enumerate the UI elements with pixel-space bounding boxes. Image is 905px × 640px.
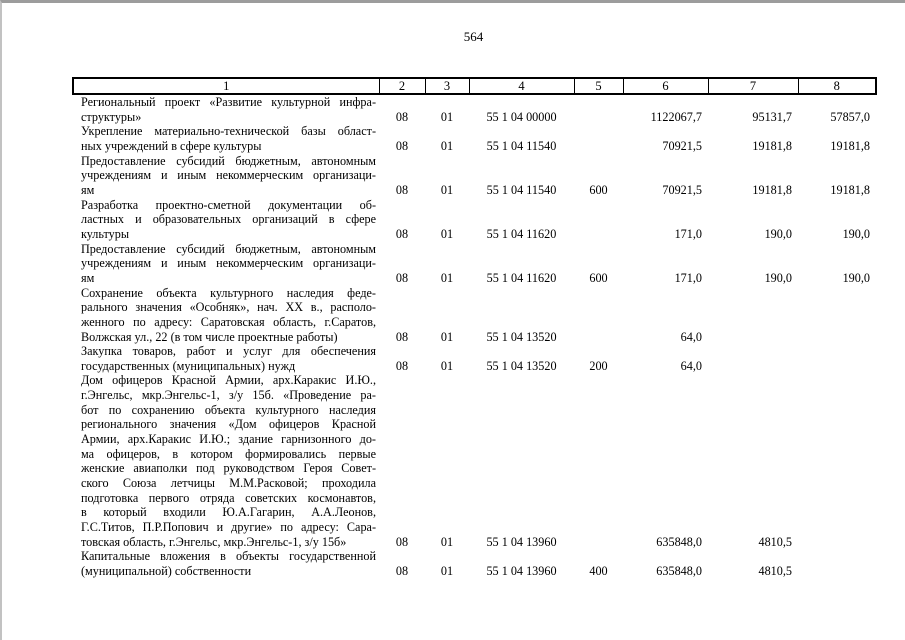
cell-c6: 635848,0 (656, 534, 702, 549)
cell-c5: 200 (589, 358, 608, 373)
cell-c2: 08 (395, 270, 409, 285)
row-name-line: женские авиаполки под руководством Героя Совет- (81, 461, 376, 476)
cell-c6: 1122067,7 (650, 109, 702, 124)
row-name-line: Предоставление субсидий бюджетным, автономным (81, 241, 376, 256)
row-name-line: Закупка товаров, работ и услуг для обеспечения (81, 344, 376, 359)
cell-c2: 08 (395, 329, 409, 344)
cell-c5 (574, 286, 623, 345)
row-name-cell (73, 94, 379, 124)
row-name-line: структуры» (81, 109, 142, 124)
cell-c7: 190,0 (764, 270, 792, 285)
cell-c6: 64,0 (680, 329, 702, 344)
row-name-line: (муниципальной) собственности (81, 564, 252, 578)
cell-c7: 19181,8 (752, 182, 792, 197)
row-name-cell (73, 286, 379, 345)
table-row (73, 549, 876, 578)
cell-c5: 600 (589, 270, 608, 285)
cell-c2: 08 (395, 358, 409, 373)
column-header-8: 8 (798, 78, 876, 94)
cell-c3: 01 (440, 329, 454, 344)
row-name-line: культуры (81, 226, 130, 241)
cell-c8 (798, 286, 876, 345)
column-header-4: 4 (469, 78, 574, 94)
cell-c7: 190,0 (764, 226, 792, 241)
table-row (73, 124, 876, 153)
cell-c3: 01 (440, 138, 454, 153)
cell-c2: 08 (395, 138, 409, 153)
cell-c4: 55 1 04 11620 (486, 226, 557, 241)
row-name-cell (73, 198, 379, 242)
cell-c8: 19181,8 (830, 182, 870, 197)
table-row (73, 344, 876, 373)
cell-c7: 4810,5 (758, 564, 792, 578)
table-row (73, 242, 876, 286)
cell-c2: 08 (395, 109, 409, 124)
table-header-row (73, 78, 876, 94)
page-number: 564 (463, 29, 484, 44)
row-name-line: Дом офицеров Красной Армии, арх.Каракис И.Ю., (81, 373, 376, 388)
column-header-5: 5 (574, 78, 623, 94)
cell-c5 (574, 124, 623, 153)
row-name-cell (73, 124, 379, 153)
table-row (73, 373, 876, 549)
row-name-line: Капитальные вложения в объекты государственной (81, 549, 376, 564)
cell-c2: 08 (395, 564, 409, 578)
cell-c2: 08 (395, 226, 409, 241)
cell-c7: 95131,7 (752, 109, 792, 124)
row-name-line: женного по адресу: Саратовская область, г.Саратов, (81, 314, 376, 329)
row-name-line: ных учреждений в сфере культуры (81, 138, 262, 153)
cell-c4: 55 1 04 13960 (486, 534, 557, 549)
row-name-line: ям (81, 270, 95, 285)
cell-c8: 57857,0 (830, 109, 870, 124)
row-name-line: Предоставление субсидий бюджетным, автономным (81, 153, 376, 168)
row-name-cell (73, 344, 379, 373)
table-row (73, 198, 876, 242)
column-header-1: 1 (73, 78, 379, 94)
cell-c6: 171,0 (674, 226, 702, 241)
cell-c3: 01 (440, 534, 454, 549)
cell-c7: 4810,5 (758, 534, 792, 549)
cell-c3: 01 (440, 182, 454, 197)
cell-c4: 55 1 04 00000 (486, 109, 557, 124)
cell-c8 (798, 373, 876, 549)
row-name-line: товская область, г.Энгельс, мкр.Энгельс-1, з/у 15б» (81, 534, 347, 549)
cell-c4: 55 1 04 11540 (486, 182, 557, 197)
column-header-6: 6 (623, 78, 708, 94)
cell-c7 (708, 344, 798, 373)
cell-c3: 01 (440, 109, 454, 124)
row-name-cell (73, 549, 379, 578)
cell-c4: 55 1 04 11540 (486, 138, 557, 153)
row-name-line: ям (81, 182, 95, 197)
row-name-line: в который входили Ю.А.Гагарин, А.А.Леонов, (81, 505, 376, 520)
cell-c6: 635848,0 (656, 564, 702, 578)
row-name-line: учреждениям и иным некоммерческим организаци- (81, 256, 376, 271)
row-name-line: Укрепление материально-технической базы област- (81, 124, 376, 139)
cell-c5: 600 (589, 182, 608, 197)
column-header-3: 3 (425, 78, 469, 94)
cell-c3: 01 (440, 226, 454, 241)
cell-c8 (798, 549, 876, 578)
row-name-line: учреждениям и иным некоммерческим организаци- (81, 168, 376, 183)
row-name-line: Армии, арх.Каракис И.Ю.; здание гарнизонного до- (81, 432, 376, 447)
row-name-line: подготовка первого отряда советских космонавтов, (81, 490, 376, 505)
cell-c2: 08 (395, 534, 409, 549)
row-name-line: ластных и образовательных организаций в сфере (81, 212, 376, 227)
row-name-cell (73, 373, 379, 549)
row-name-cell (73, 242, 379, 286)
row-name-line: ма офицеров, в котором формировались первые (81, 446, 376, 461)
cell-c5 (574, 94, 623, 124)
cell-c6: 70921,5 (662, 182, 702, 197)
row-name-line: Региональный проект «Развитие культурной инфра- (81, 95, 376, 109)
column-header-7: 7 (708, 78, 798, 94)
cell-c8: 190,0 (842, 226, 870, 241)
row-name-line: государственных (муниципальных) нужд (81, 358, 296, 373)
cell-c5: 400 (589, 564, 608, 578)
row-name-line: рального значения «Особняк», нач. XX в., располо- (81, 300, 376, 315)
cell-c8 (798, 344, 876, 373)
cell-c4: 55 1 04 13520 (486, 329, 557, 344)
cell-c8: 190,0 (842, 270, 870, 285)
row-name-line: регионального значения «Дом офицеров Красной (81, 417, 376, 432)
cell-c3: 01 (440, 358, 454, 373)
row-name-line: Сохранение объекта культурного наследия феде- (81, 285, 376, 300)
row-name-line: бот по сохранению объекта культурного наследия (81, 402, 376, 417)
cell-c3: 01 (440, 564, 454, 578)
column-header-2: 2 (379, 78, 425, 94)
cell-c4: 55 1 04 13960 (486, 564, 557, 578)
row-name-cell (73, 154, 379, 198)
table-row (73, 286, 876, 345)
cell-c3: 01 (440, 270, 454, 285)
cell-c7 (708, 286, 798, 345)
cell-c2: 08 (395, 182, 409, 197)
row-name-line: г.Энгельс, мкр.Энгельс-1, з/у 15б. «Проведение ра- (81, 388, 376, 403)
table-row (73, 154, 876, 198)
row-name-line: Г.С.Титов, П.Р.Попович и другие» по адресу: Сара- (81, 520, 376, 535)
cell-c6: 171,0 (674, 270, 702, 285)
row-name-line: ского Союза летчицы М.М.Расковой; проходила (81, 476, 376, 491)
budget-table-body (73, 94, 876, 579)
cell-c5 (574, 373, 623, 549)
cell-c4: 55 1 04 13520 (486, 358, 557, 373)
cell-c6: 70921,5 (662, 138, 702, 153)
row-name-line: Волжская ул., 22 (в том числе проектные работы) (81, 329, 338, 344)
cell-c5 (574, 198, 623, 242)
cell-c4: 55 1 04 11620 (486, 270, 557, 285)
row-name-line: Разработка проектно-сметной документации об- (81, 197, 376, 212)
budget-table (72, 77, 877, 579)
cell-c6: 64,0 (680, 358, 702, 373)
cell-c8: 19181,8 (830, 138, 870, 153)
cell-c7: 19181,8 (752, 138, 792, 153)
table-row (73, 94, 876, 124)
